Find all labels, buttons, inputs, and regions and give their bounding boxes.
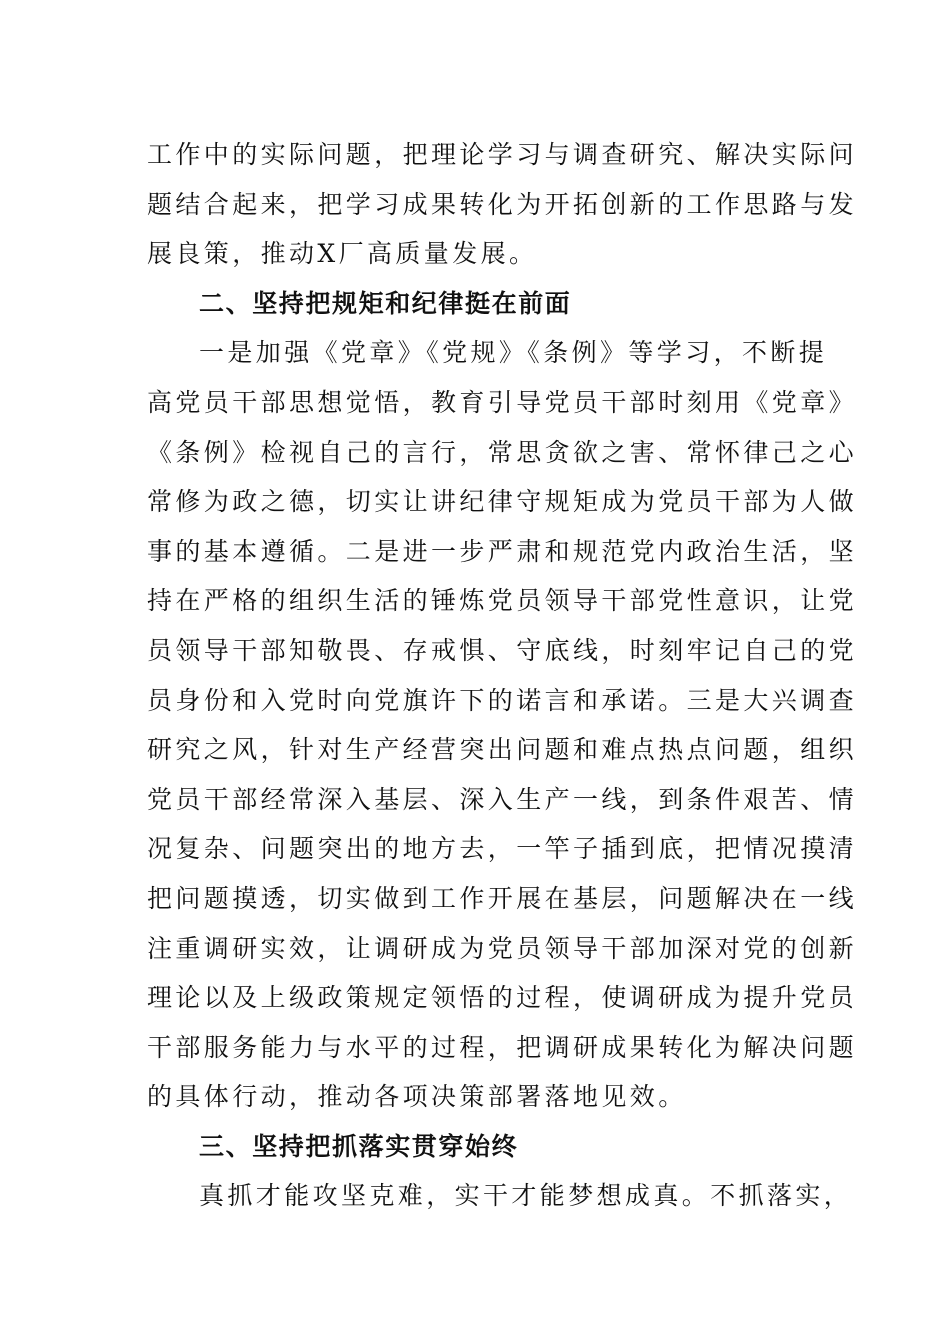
text-line: 真抓才能攻坚克难，实干才能梦想成真。不抓落实， xyxy=(199,1181,853,1211)
text-line: 干部服务能力与水平的过程，把调研成果转化为解决问题 xyxy=(147,1032,858,1062)
heading-text: 二、坚持把规矩和纪律挺在前面 xyxy=(199,288,572,318)
text-line: 题结合起来，把学习成果转化为开拓创新的工作思路与发 xyxy=(147,189,858,219)
text-line: 党员干部经常深入基层、深入生产一线，到条件艰苦、情 xyxy=(147,784,858,814)
heading-text: 三、坚持把抓落实贯穿始终 xyxy=(199,1131,519,1161)
text-line: 研究之风，针对生产经营突出问题和难点热点问题，组织 xyxy=(147,735,858,765)
text-line: 员身份和入党时向党旗许下的诺言和承诺。三是大兴调查 xyxy=(147,685,858,715)
paragraph-implementation xyxy=(147,1171,853,1221)
text-line: 况复杂、问题突出的地方去，一竿子插到底，把情况摸清 xyxy=(147,834,858,864)
text-line: 一是加强《党章》《党规》《条例》等学习，不断提 xyxy=(199,338,828,368)
text-line: 把问题摸透，切实做到工作开展在基层，问题解决在一线 xyxy=(147,883,858,913)
text-line: 高党员干部思想觉悟，教育引导党员干部时刻用《党章》 xyxy=(147,387,858,417)
text-line: 《条例》检视自己的言行，常思贪欲之害、常怀律己之心 xyxy=(147,437,858,467)
paragraph-discipline xyxy=(147,328,858,1122)
text-line: 理论以及上级政策规定领悟的过程，使调研成为提升党员 xyxy=(147,983,858,1013)
text-line: 注重调研实效，让调研成为党员领导干部加深对党的创新 xyxy=(147,933,858,963)
paragraph-continuation xyxy=(147,130,858,279)
text-line: 事的基本遵循。二是进一步严肃和规范党内政治生活，坚 xyxy=(147,536,858,566)
text-line: 常修为政之德，切实让讲纪律守规矩成为党员干部为人做 xyxy=(147,487,858,517)
text-line: 工作中的实际问题，把理论学习与调查研究、解决实际问 xyxy=(147,140,858,169)
section-heading-3 xyxy=(147,1122,807,1172)
text-line: 的具体行动，推动各项决策部署落地见效。 xyxy=(147,1082,687,1112)
text-line: 展良策，推动X厂高质量发展。 xyxy=(147,239,538,269)
text-line: 持在严格的组织生活的锤炼党员领导干部党性意识，让党 xyxy=(147,586,858,616)
document-page xyxy=(147,130,858,1221)
text-line: 员领导干部知敬畏、存戒惧、守底线，时刻牢记自己的党 xyxy=(147,635,858,665)
section-heading-2 xyxy=(147,279,807,329)
